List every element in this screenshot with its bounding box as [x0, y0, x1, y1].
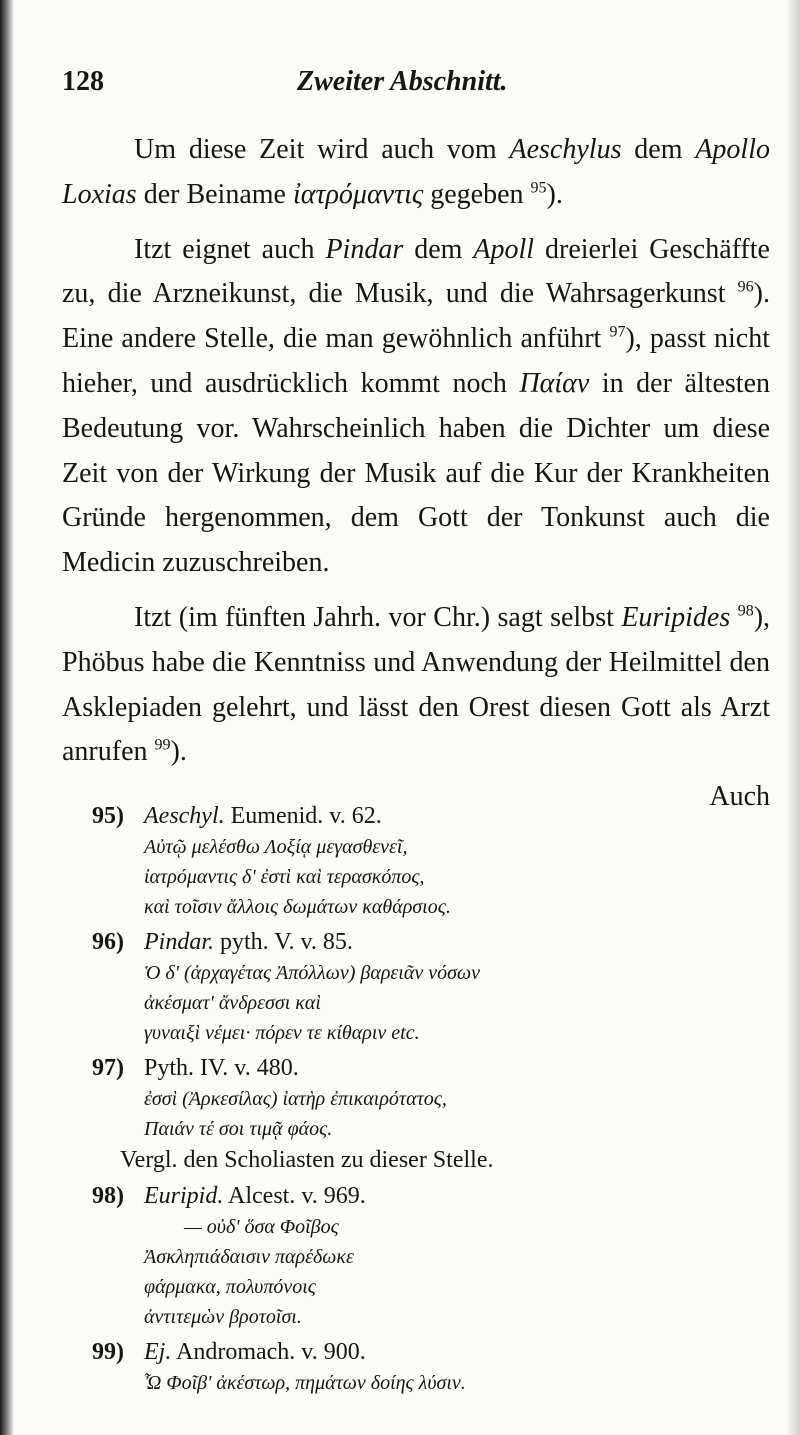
footnote-reference: pyth. V. v. 85. — [214, 929, 353, 955]
text-run: Um diese Zeit wird auch vom — [134, 134, 510, 165]
author-name: Pindar — [325, 233, 404, 265]
text-run: der Beiname — [136, 178, 293, 210]
footnote-head — [92, 926, 772, 958]
text-run — [730, 602, 737, 633]
greek-quote-line: ἀκέσματ' ἄνδρεσσι καὶ — [144, 992, 321, 1014]
deity-name: Apollo Loxias — [62, 134, 770, 210]
paragraph-pindar — [62, 228, 770, 586]
author-name: Euripides — [621, 601, 731, 633]
greek-word: Παίαν — [519, 367, 590, 399]
footnote-number: 96) — [92, 929, 124, 955]
footnote-head — [92, 1336, 772, 1368]
text-run: dreierlei Geschäffte zu, die Arzneikunst, die Musik, und die Wahrsagerkunst — [62, 233, 770, 310]
footnote-number: 97) — [92, 1055, 124, 1081]
text-run: dem — [621, 134, 696, 165]
greek-quote-line: ἰατρόμαντις δ' ἐστὶ καὶ τερασκόπος, — [144, 866, 425, 888]
page-number: 128 — [62, 66, 104, 97]
greek-quote-line: ἀντιτεμὼν βροτοῖσι. — [144, 1306, 302, 1328]
greek-quote-line: Ὁ δ' (ἀρχαγέτας Ἀπόλλων) βαρειᾶν νόσων — [144, 962, 480, 984]
footnote-ref: 99 — [154, 737, 171, 755]
text-run: ), passt nicht hieher, und ausdrücklich kommt noch — [62, 323, 771, 399]
footnote-ref: 95 — [530, 179, 547, 197]
paragraph-aeschylus — [62, 128, 770, 218]
paragraph-euripides — [62, 596, 770, 775]
footnotes — [92, 800, 772, 1402]
page-edge-shadow — [786, 0, 800, 1435]
text-run: ), Phöbus habe die Kenntniss und Anwendung der Heilmittel den Asklepiaden gelehrt, und lässt den Orest diesen Gott als Arzt anrufen — [62, 601, 771, 768]
catchword: Auch — [709, 781, 770, 813]
footnote-author: Euripid. — [144, 1183, 224, 1209]
greek-word: ἰατρόμαντις — [292, 178, 424, 210]
text-run: ). — [546, 178, 563, 210]
greek-quote-line: — οὐδ' ὅσα Φοῖβος — [184, 1216, 339, 1238]
footnote-head — [92, 800, 772, 832]
text-run: ). Eine andere Stelle, die man gewöhnlich anführt — [62, 278, 770, 355]
footnote-ref: 97 — [609, 323, 626, 341]
footnote-author: Aeschyl. — [144, 803, 225, 829]
greek-quote-line: καὶ τοῖσιν ἄλλοις δωμάτων καθάρσιος. — [144, 896, 451, 918]
footnote-96 — [92, 926, 772, 1048]
footnote-95 — [92, 800, 772, 922]
footnote-99 — [92, 1336, 772, 1398]
greek-quote-line: φάρμακα, πολυπόνοις — [144, 1276, 316, 1298]
deity-name: Apoll — [473, 233, 535, 265]
page-header — [62, 66, 762, 106]
footnote-author: Ej. — [144, 1339, 172, 1365]
text-run: ). — [170, 736, 187, 768]
footnote-reference: Alcest. v. 969. — [223, 1183, 366, 1209]
greek-quote-line: Αὐτῷ μελέσθω Λοξίᾳ μεγασθενεῖ, — [144, 836, 408, 858]
author-name: Aeschylus — [509, 134, 622, 165]
footnote-number: 99) — [92, 1339, 124, 1365]
greek-quote-line: Ἀσκληπιάδαισιν παρέδωκε — [144, 1246, 354, 1268]
greek-quote-line: ἐσσὶ (Ἀρκεσίλας) ἰατὴρ ἐπικαιρότατος, — [144, 1088, 447, 1110]
text-run: gegeben — [423, 178, 531, 210]
greek-quote-line: Ὦ Φοῖβ' ἀκέστωρ, πημάτων δοίης λύσιν. — [144, 1372, 466, 1394]
text-run: Itzt eignet auch — [134, 233, 326, 265]
footnote-reference: Eumenid. v. 62. — [224, 803, 382, 829]
greek-quote-line: Παιάν τέ σοι τιμᾷ φάος. — [144, 1118, 333, 1140]
text-run: dem — [403, 233, 474, 265]
footnote-98 — [92, 1180, 772, 1332]
main-text — [62, 128, 770, 820]
footnote-head — [92, 1052, 772, 1084]
footnote-97 — [92, 1052, 772, 1176]
footnote-author: Pindar. — [144, 929, 215, 955]
footnote-ref: 96 — [737, 279, 754, 297]
running-head: Zweiter Abschnitt. — [297, 66, 508, 97]
footnote-ref: 98 — [737, 602, 754, 620]
page-binding-shadow — [0, 0, 14, 1435]
text-run: Itzt (im fünften Jahrh. vor Chr.) sagt selbst — [134, 601, 622, 633]
footnote-comment: Vergl. den Scholiasten zu dieser Stelle. — [120, 1147, 494, 1173]
footnote-number: 95) — [92, 803, 124, 829]
footnote-head — [92, 1180, 772, 1212]
footnote-reference: Pyth. IV. v. 480. — [144, 1055, 299, 1081]
footnote-reference: Andromach. v. 900. — [171, 1339, 366, 1365]
text-run: in der ältesten Bedeutung vor. Wahrscheinlich haben die Dichter um diese Zeit von der Wirkung der Musik auf die Kur der Krankheiten Gründe hergenommen, dem Gott der Tonkunst auch die Medicin zuzuschreiben. — [62, 367, 770, 579]
greek-quote-line: γυναιξὶ νέμει· πόρεν τε κίθαριν etc. — [144, 1022, 420, 1044]
footnote-number: 98) — [92, 1183, 124, 1209]
